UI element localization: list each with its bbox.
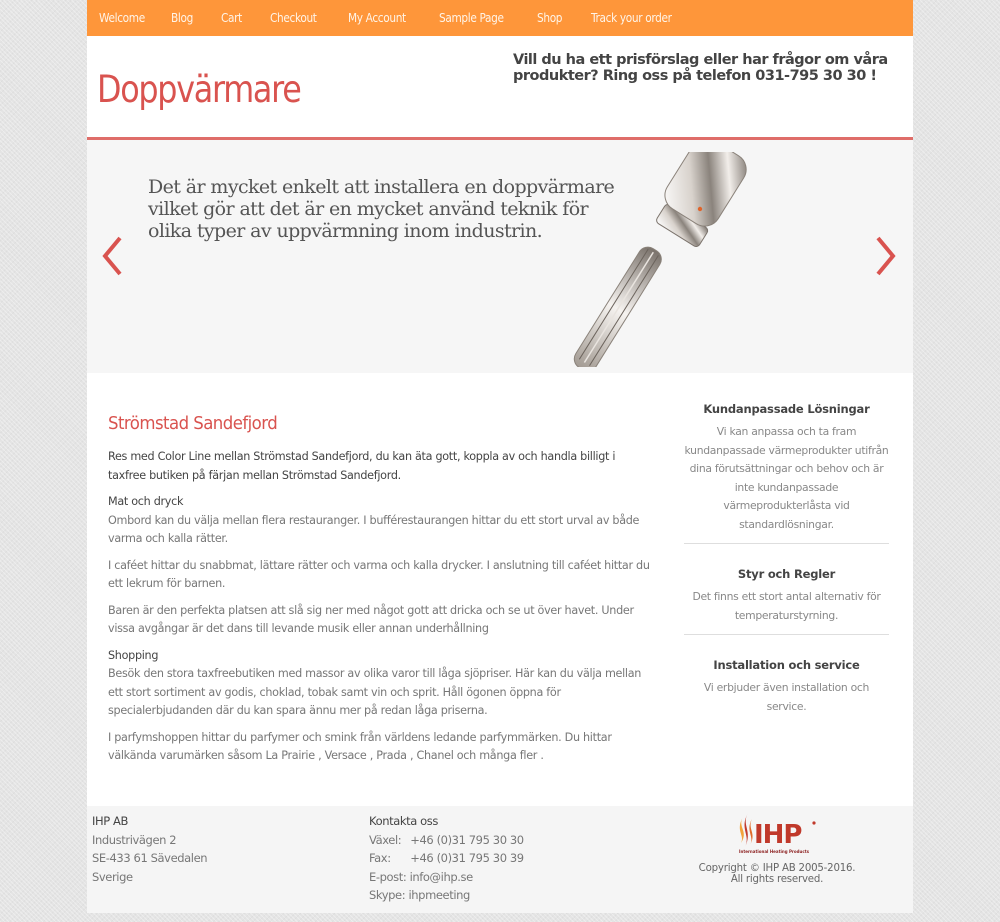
widget-divider — [684, 634, 889, 635]
nav-item-checkout[interactable]: Checkout — [269, 11, 317, 25]
site-title[interactable]: Doppvärmare — [97, 68, 301, 111]
content-intro: Res med Color Line mellan Strömstad Sandefjord, du kan äta gott, koppla av och handla billigt i taxfree butiken på färjan mellan Strömstad Sandefjord. — [108, 450, 616, 482]
footer-address — [92, 812, 207, 886]
copyright-line-1: Copyright © IHP AB 2005-2016. — [698, 863, 856, 874]
street: Industrivägen 2 — [92, 832, 177, 847]
immersion-heater-image — [512, 152, 782, 367]
sidebar — [684, 402, 889, 716]
section-paragraph: I parfymshoppen hittar du parfymer och smink från världens ledande parfymmärken. Du hittar välkända varumärken såsom La Prairie , Versace , Prada , Chanel och många fler . — [108, 730, 612, 762]
page-container — [87, 0, 913, 913]
section-paragraph: Baren är den perfekta platsen att slå sig ner med något gott att dricka och se ut över havet. Under vissa avgångar är det dans till levande musik eller annan underhållning — [108, 603, 634, 635]
logo-tagline: International Heating Products — [739, 849, 809, 854]
company-name: IHP AB — [92, 814, 128, 828]
country: Sverige — [92, 869, 133, 884]
copyright — [677, 863, 877, 885]
nav-item-shop[interactable]: Shop — [536, 11, 563, 25]
phone-value: +46 (0)31 795 30 30 — [410, 832, 524, 847]
widget-custom-solutions — [684, 402, 889, 534]
fax-label: Fax: — [369, 851, 391, 865]
nav-item-blog[interactable]: Blog — [171, 11, 194, 25]
footer-contact — [369, 812, 524, 905]
skype-value: ihpmeeting — [408, 888, 470, 902]
phone-label: Växel: — [369, 832, 402, 847]
ihp-logo — [735, 809, 819, 857]
widget-controls — [684, 567, 889, 625]
widget-title: Kundanpassade Lösningar — [703, 402, 870, 416]
chevron-right-icon[interactable] — [875, 236, 897, 276]
chevron-left-icon[interactable] — [101, 236, 123, 276]
slide-text: Det är mycket enkelt att installera en doppvärmare vilket gör att det är en mycket använd teknik för olika typer av uppvärmning inom industrin. — [148, 176, 615, 242]
email-link[interactable]: info@ihp.se — [409, 869, 473, 884]
nav-item-welcome[interactable]: Welcome — [99, 11, 145, 25]
main-content — [108, 413, 656, 774]
logo-text: IHP — [754, 820, 802, 850]
copyright-line-2: All rights reserved. — [730, 874, 824, 885]
nav-item-sample-page[interactable]: Sample Page — [438, 11, 504, 25]
widget-installation — [684, 658, 889, 716]
content-title: Strömstad Sandefjord — [108, 413, 278, 434]
postal: SE-433 61 Sävedalen — [92, 851, 208, 865]
widget-divider — [684, 543, 889, 544]
section-heading: Mat och dryck — [108, 495, 184, 508]
contact-title: Kontakta oss — [369, 814, 438, 828]
nav-item-my-account[interactable]: My Account — [347, 11, 406, 25]
section-paragraph: I caféet hittar du snabbmat, lättare rätter och varma och kalla drycker. I anslutning till caféet hittar du ett lekrum för barnen. — [108, 558, 650, 590]
section-paragraph: Besök den stora taxfreebutiken med massor av olika varor till låga sjöpriser. Här kan du välja mellan ett stort sortiment av godis, choklad, tobak samt vin och sprit. Håll ögonen öppna för specialerbjudanden där du kan spara ännu mer på redan låga priserna. — [108, 667, 642, 717]
nav-item-track-order[interactable]: Track your order — [590, 11, 672, 25]
widget-title: Styr och Regler — [737, 567, 836, 581]
fax-value: +46 (0)31 795 30 39 — [410, 851, 524, 865]
site-header — [87, 36, 913, 138]
section-paragraph: Ombord kan du välja mellan flera restauranger. I bufférestaurangen hittar du ett stort urval av både varma och kalla rätter. — [108, 513, 640, 545]
skype-label: Skype: — [369, 888, 406, 902]
site-footer — [87, 806, 913, 913]
header-cta: Vill du ha ett prisförslag eller har frågor om våra produkter? Ring oss på telefon 031-795 30 30 ! — [513, 52, 888, 84]
section-heading: Shopping — [108, 648, 159, 662]
widget-text: Vi kan anpassa och ta fram kundanpassade värmeprodukter utifrån dina förutsättningar och behov och är inte kundanpassade värmeprodukterlåsta vid standardlösningar. — [684, 425, 889, 531]
widget-title: Installation och service — [713, 658, 860, 672]
main-nav — [87, 0, 913, 36]
hero-slider — [87, 140, 913, 373]
nav-item-cart[interactable]: Cart — [221, 11, 242, 25]
widget-text: Vi erbjuder även installation och service. — [703, 681, 870, 713]
email-label: E-post: — [369, 869, 407, 884]
widget-text: Det finns ett stort antal alternativ för temperaturstyrning. — [692, 590, 881, 622]
